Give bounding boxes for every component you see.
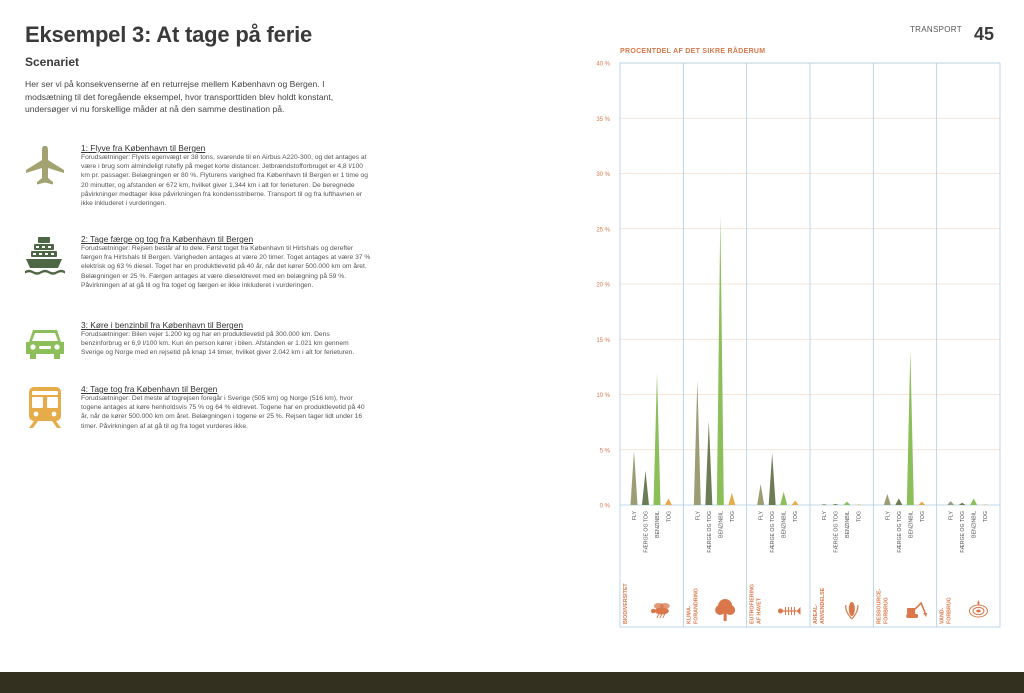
bee-icon <box>651 603 670 618</box>
bar-label: FLY <box>885 511 892 521</box>
bar <box>717 215 724 505</box>
bar-label: BENZINBIL <box>845 511 851 538</box>
bar-label: FLY <box>948 511 955 521</box>
bar <box>728 493 735 505</box>
bar <box>694 380 701 505</box>
group-2 <box>747 63 801 627</box>
bar <box>895 498 902 505</box>
bar <box>970 498 977 505</box>
option-heading: 3: Køre i benzinbil fra København til Bergen <box>81 320 244 330</box>
bar <box>907 350 914 505</box>
bar-label: TOG <box>729 511 736 523</box>
bar <box>757 484 764 505</box>
bar <box>918 502 925 505</box>
bar <box>665 498 672 505</box>
bar-label: BENZINBIL <box>655 511 661 538</box>
group-label: FORANDRING <box>693 588 700 624</box>
page-title: Eksempel 3: At tage på ferie <box>25 22 313 47</box>
bar-label: FÆRGE OG TOG <box>960 511 967 553</box>
group-label: EUTROFIERING <box>749 583 756 624</box>
y-tick-label: 20 % <box>596 282 610 289</box>
bar <box>769 453 776 505</box>
train-icon <box>22 384 68 430</box>
group-3 <box>810 63 863 627</box>
bar-label: BENZINBIL <box>971 511 978 538</box>
bar-label: FÆRGE OG TOG <box>770 511 777 553</box>
y-tick-label: 10 % <box>596 393 610 399</box>
bar <box>631 451 638 505</box>
bar <box>959 503 966 505</box>
group-1 <box>683 63 736 627</box>
option-ferry <box>22 234 372 304</box>
option-car <box>22 320 372 372</box>
bar-label: TOG <box>856 511 863 523</box>
bar-label: TOG <box>983 511 990 523</box>
y-tick-label: 0 % <box>599 503 610 510</box>
bar-label: FLY <box>632 511 638 521</box>
bar-label: FLY <box>822 511 828 521</box>
bar <box>821 504 828 505</box>
bar-label: TOG <box>666 511 673 523</box>
option-body: Forudsætninger: Flyets egenvægt er 38 tons, svarende til en Airbus A220-300, og det antages at være i brug som almindeligt rutefly på meget korte distancer. Jetbrændstofforbruget er 4,8 l/100 km pr. passager. Belægningen er 80 %. Flyturens varighed fra København til Bergen er 1 time og 20 minutter, og afstanden er 672 km, hvilket giver 1.344 km i alt for ferieturen. De beregnede påvirkninger medtager ikke påvirkningen fra kondensstriberne. Transport til og fra lufthavnen er ikke inkluderet i vurderingen. <box>81 154 368 208</box>
bar <box>705 421 712 505</box>
bar-label: TOG <box>793 511 800 523</box>
bar-label: BENZINBIL <box>908 511 915 538</box>
bar-label: BENZINBIL <box>718 511 725 538</box>
option-heading: 2: Tage færge og tog fra København til Bergen <box>81 234 254 244</box>
group-label: VAND- <box>939 607 946 624</box>
group-label: BIODIVERSITET <box>623 583 629 624</box>
group-5 <box>937 63 990 627</box>
section-label: TRANSPORT <box>910 25 962 34</box>
option-body: Forudsætninger: Bilen vejer 1.200 kg og har en produktlevetid på 300.000 km. Dens benzinforbrug er 6,9 l/100 km. Kun én person kører i bilen. Afstanden er 1.021 km gennem Sverige og Norge med en rejsetid på knap 14 timer, hvilket giver 2.042 km i alt for ferieturen. <box>81 331 355 357</box>
option-heading: 4: Tage tog fra København til Bergen <box>81 384 218 394</box>
bar-label: BENZINBIL <box>781 511 788 538</box>
water-drop-icon <box>969 600 987 617</box>
group-label: RESSOURCE- <box>876 588 883 624</box>
bar <box>780 492 787 505</box>
bar-label: FÆRGE OG TOG <box>706 511 713 553</box>
y-tick-label: 25 % <box>596 227 610 234</box>
intro-paragraph: Her ser vi på konsekvenserne af en returrejse mellem København og Bergen. I modsætning til det foregående eksempel, hvor transporttiden blev holdt konstant, undersøger vi nu forskellige måder at nå den samme destination på. <box>25 79 334 114</box>
car-icon <box>22 320 68 366</box>
bar <box>947 501 954 505</box>
bar-label: FLY <box>758 511 765 521</box>
footer-bar <box>0 672 1024 693</box>
page-number: 45 <box>974 24 995 44</box>
fish-skeleton-icon <box>778 607 801 615</box>
option-train <box>22 384 372 446</box>
group-label: FORBRUG <box>883 597 890 624</box>
tree-icon <box>715 599 735 621</box>
option-body: Forudsætninger: Rejsen består af to dele. Først toget fra København til Hirtshals og derefter færgen fra Hirtshals til Bergen. Varigheden antages at være 20 timer. Toget antages at være 37 % elektrisk og 63 % diesel. Toget har en produktlevetid på 40 år, når det kører 500.000 km om året. Belægningen er 25 %. Færgen antages at være dieseldrevet med en belægning på 59 %. Påvirkningen af at gå til og fra toget og færgen er ikke inkluderet i vurderingen. <box>81 245 371 289</box>
group-0 <box>623 372 673 624</box>
bar-label: FÆRGE OG TOG <box>643 511 650 553</box>
group-label: FORBRUG <box>946 597 953 624</box>
bar <box>832 504 839 505</box>
corn-icon <box>846 602 858 619</box>
bar <box>884 494 891 505</box>
chart-title: PROCENTDEL AF DET SIKRE RÅDERUM <box>620 48 766 55</box>
bar-label: FLY <box>695 511 702 521</box>
group-label: AF HAVET <box>756 597 763 624</box>
group-label: AREAL- <box>813 603 819 624</box>
bar-label: TOG <box>919 511 926 523</box>
bar <box>642 471 649 505</box>
option-heading: 1: Flyve fra København til Bergen <box>81 143 206 153</box>
bar-label: FÆRGE OG TOG <box>896 511 903 553</box>
ferry-icon <box>22 234 68 280</box>
group-label: KLIMA- <box>686 605 693 624</box>
y-tick-label: 30 % <box>596 172 610 178</box>
group-label: ANVENDELSE <box>820 587 826 624</box>
section-subtitle: Scenariet <box>25 55 80 69</box>
y-tick-label: 5 % <box>599 448 610 455</box>
bar <box>792 501 799 505</box>
y-tick-label: 15 % <box>596 337 610 344</box>
option-body: Forudsætninger: Det meste af togrejsen foregår i Sverige (505 km) og Norge (516 km), hvor togene antages at køre henholdsvis 75 % og 64 % eldrevet. Togene har en produktlevetid på 40 år, når de kører 500.000 km om året. Belægningen i togene er 25 %. Rejsen tager lidt under 16 timer. Påvirkningen af at gå til og fra toget vurderes ikke. <box>81 395 365 430</box>
option-fly <box>22 143 372 223</box>
bar <box>654 372 661 505</box>
impact-chart <box>585 55 1005 630</box>
bar-label: FÆRGE OG TOG <box>833 511 840 553</box>
group-4 <box>873 63 927 627</box>
excavator-icon <box>906 603 927 618</box>
y-tick-label: 40 % <box>596 61 610 68</box>
airplane-icon <box>22 143 68 189</box>
bar <box>844 502 851 505</box>
y-tick-label: 35 % <box>596 116 610 123</box>
